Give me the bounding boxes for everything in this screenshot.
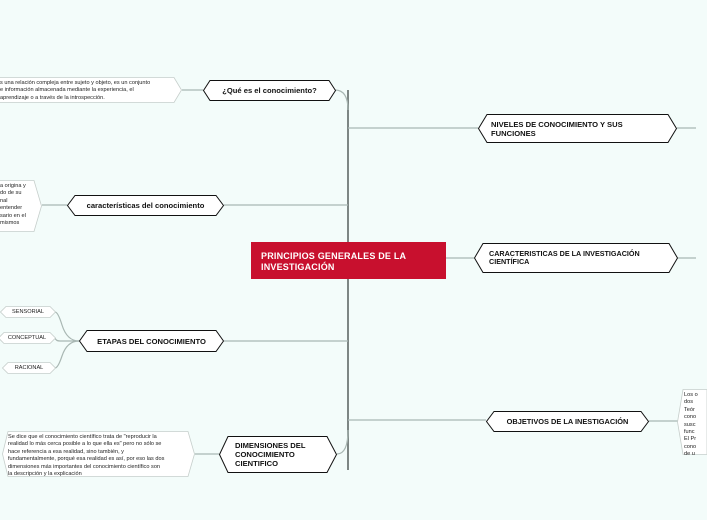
note-line: e información almacenada mediante la experiencia, el (0, 87, 134, 94)
note-objetivos[interactable] (677, 389, 707, 458)
topic-label: OBJETIVOS DE LA INESTIGACIÓN (506, 417, 629, 426)
note-line: la descripción y la explicación (8, 471, 82, 478)
note-dimensiones[interactable] (2, 431, 195, 477)
note-line: mismos (0, 220, 20, 227)
topic-label: CARACTERISTICAS DE LA INVESTIGACIÓN CIENTÍFICA (489, 248, 640, 266)
note-line: fundamentalmente, porqué esa realidad es así, por eso las dos (8, 456, 165, 463)
note-line: sario en el (0, 212, 26, 219)
note-caracteristicas[interactable] (0, 180, 42, 232)
note-line: cono (684, 414, 697, 421)
note-line: cono (684, 443, 697, 450)
note-line: do de su (0, 190, 22, 197)
topic-label: ETAPAS DEL CONOCIMIENTO (97, 336, 206, 346)
note-line: entender (0, 205, 23, 212)
topic-que-es-el-conocimiento[interactable] (203, 80, 336, 101)
note-line: func (684, 429, 695, 436)
central-topic[interactable]: PRINCIPIOS GENERALES DE LA INVESTIGACIÓN (251, 242, 446, 279)
note-line: susc (684, 421, 696, 428)
leaf-racional[interactable] (2, 362, 56, 374)
topic-label: DIMENSIONES DEL CONOCIMIENTO CIENTIFICO (235, 441, 306, 468)
note-line: Los o (684, 392, 698, 398)
topic-objetivos-investigacion[interactable] (486, 411, 649, 432)
topic-caracteristicas-investigacion[interactable] (474, 243, 678, 273)
leaf-label: SENSORIAL (11, 309, 45, 315)
note-line: dimensiones más importantes del conocimiento científico son (8, 463, 161, 470)
topic-etapas-del-conocimiento[interactable] (79, 330, 224, 352)
note-line: El Pr (684, 436, 697, 443)
topic-label: ¿Qué es el conocimiento? (222, 86, 317, 95)
topic-dimensiones-del-conocimiento[interactable] (219, 436, 337, 473)
leaf-conceptual[interactable] (0, 332, 56, 344)
note-line: de u (684, 451, 695, 458)
topic-caracteristicas-del-conocimiento[interactable] (67, 195, 224, 216)
note-line: aprendizaje o a través de la introspección. (0, 94, 105, 101)
note-line: a origina y (0, 183, 26, 189)
topic-niveles-de-conocimiento[interactable] (478, 114, 677, 143)
note-line: s una relación compleja entre sujeto y objeto, es un conjunto (0, 80, 151, 86)
leaf-label: RACIONAL (14, 365, 44, 371)
topic-label: NIVELES DE CONOCIMIENTO Y SUS FUNCIONES (491, 119, 623, 138)
note-line: Se dice que el conocimiento científico trata de "reproducir la (8, 434, 157, 440)
note-line: realidad lo más cerca posible a lo que ella es" pero no sólo se (8, 441, 162, 448)
note-line: nal (0, 197, 8, 204)
note-line: dos (684, 399, 694, 406)
leaf-sensorial[interactable] (0, 306, 56, 318)
note-line: Teór (684, 406, 695, 413)
topic-label: características del conocimiento (86, 201, 205, 210)
note-que-es[interactable] (0, 77, 182, 103)
note-line: hace referencia a esa realidad, sino también, y (8, 448, 124, 455)
leaf-label: CONCEPTUAL (7, 335, 47, 341)
